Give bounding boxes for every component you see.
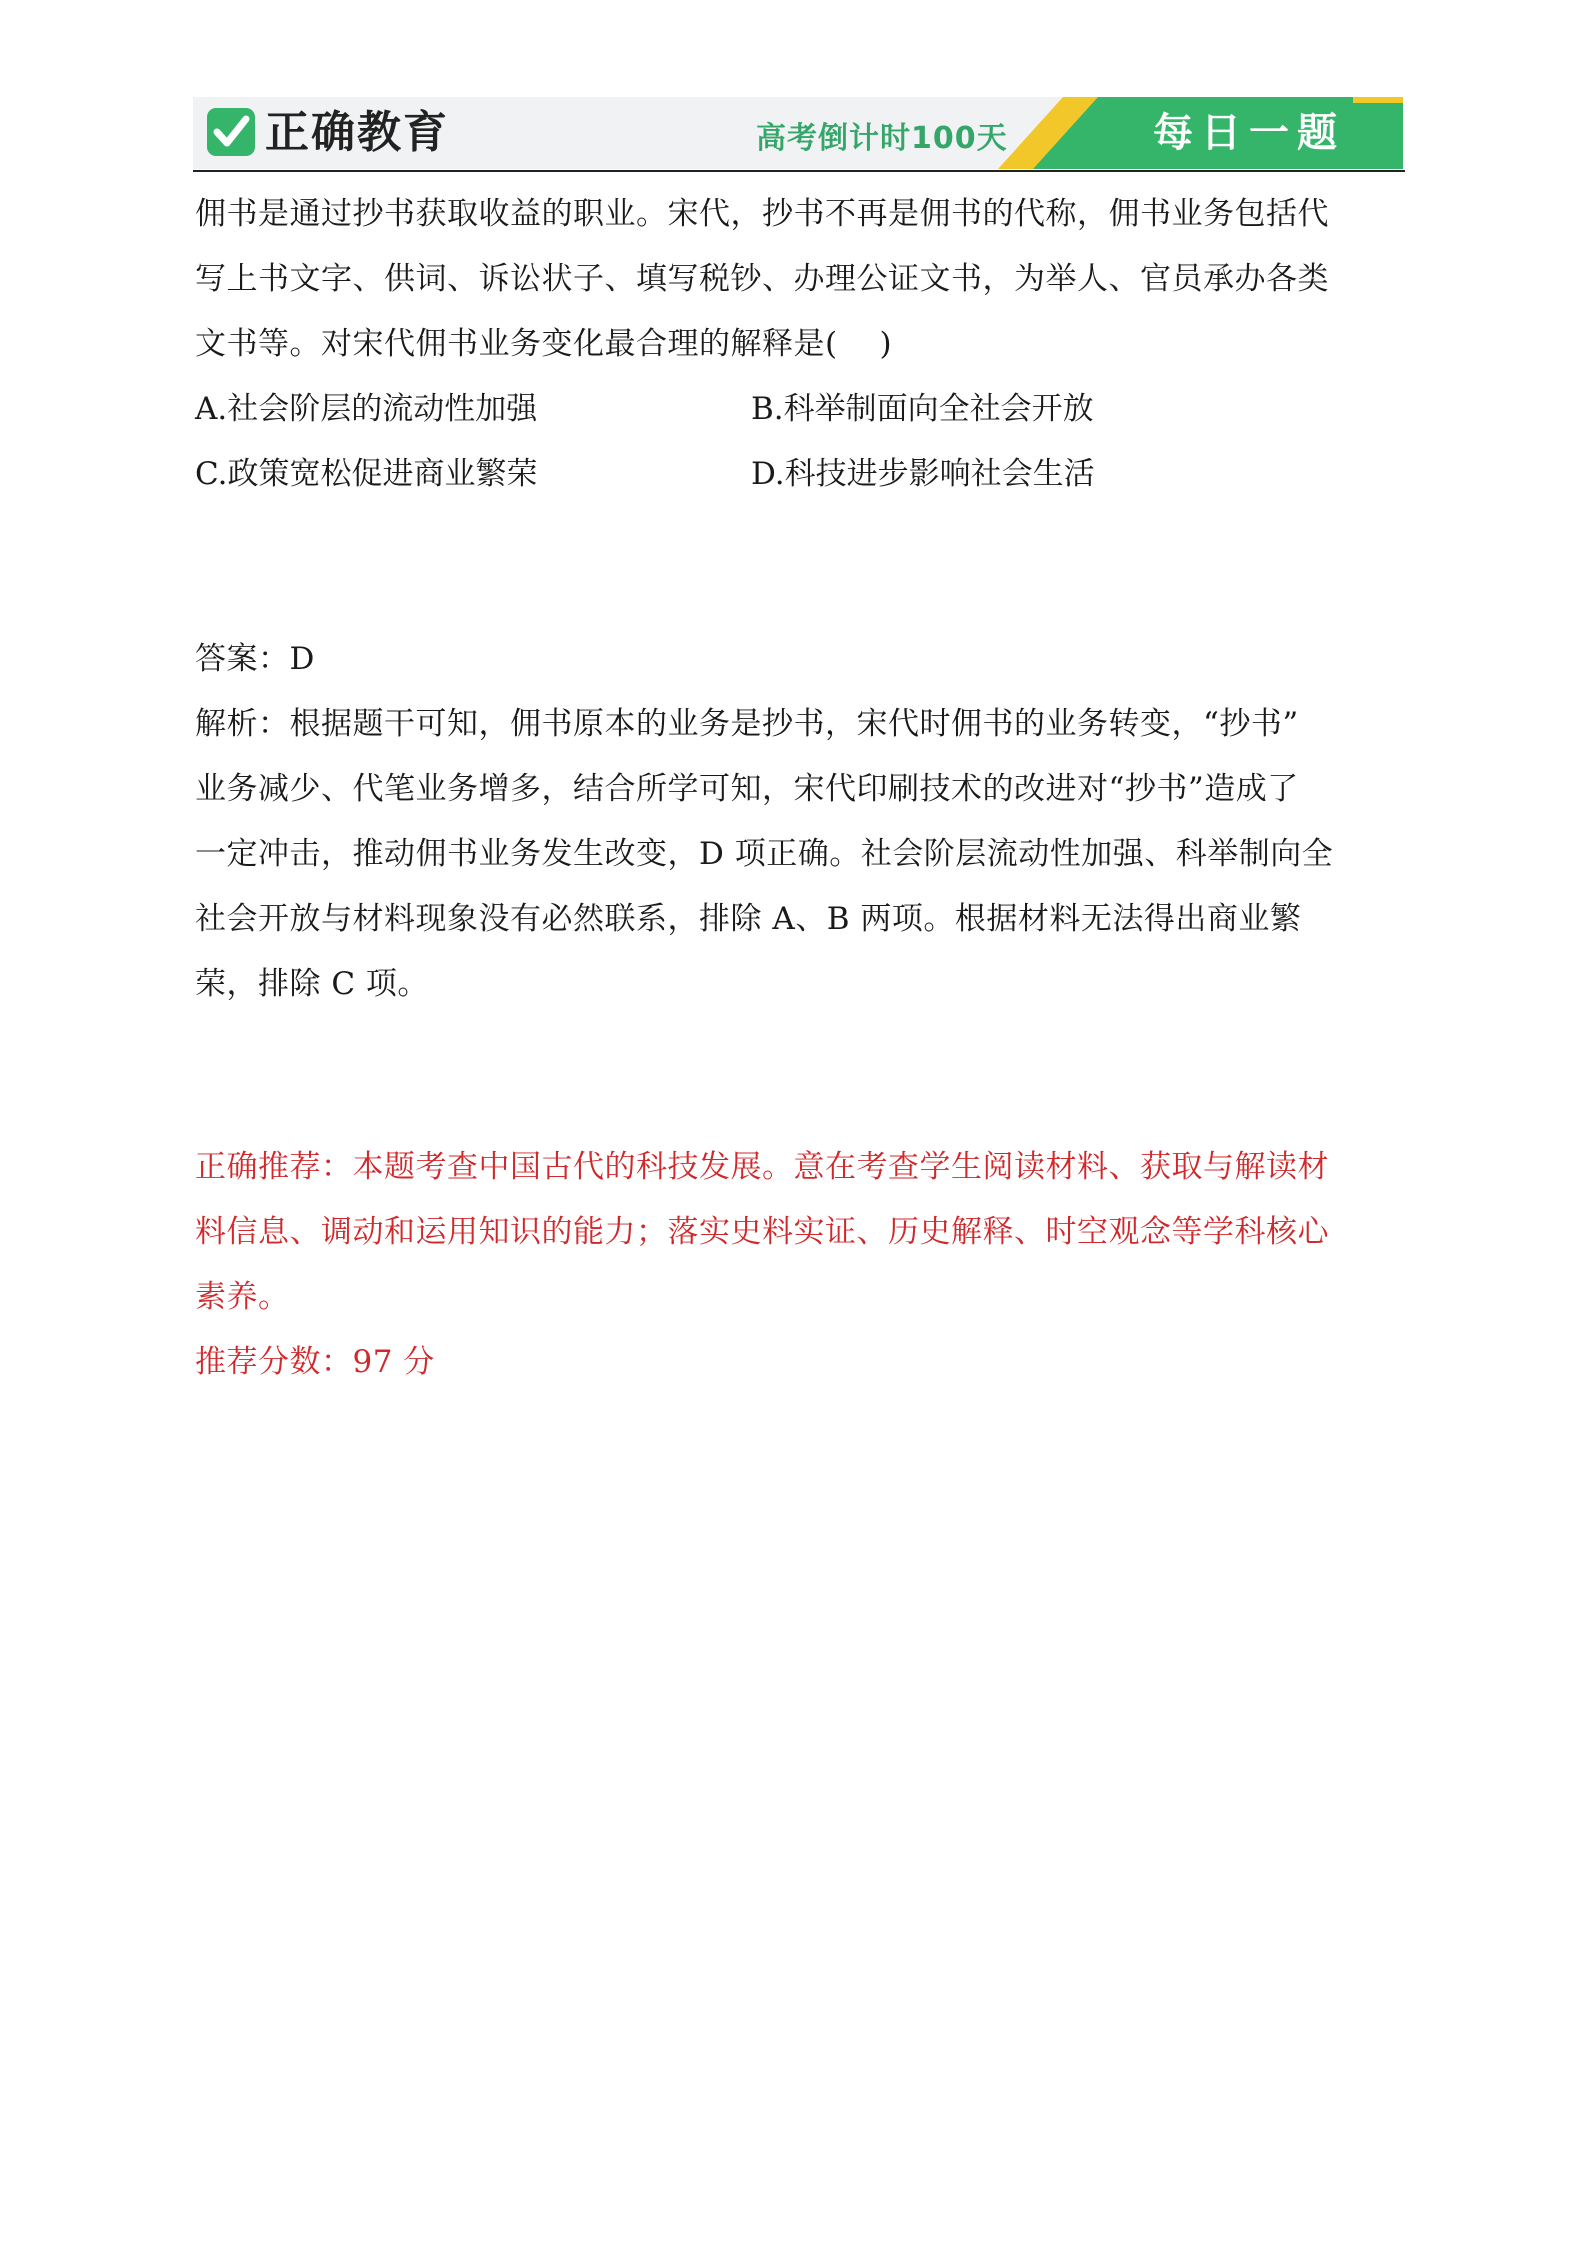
recommendation-score: 推荐分数：97 分 bbox=[195, 1344, 435, 1380]
header-rule bbox=[193, 170, 1405, 172]
analysis-line: 荣，排除 C 项。 bbox=[195, 966, 429, 1002]
countdown-label: 高考倒计时100天 bbox=[756, 121, 1008, 156]
option-d: D.科技进步影响社会生活 bbox=[751, 456, 1095, 492]
analysis-line: 一定冲击，推动佣书业务发生改变，D 项正确。社会阶层流动性加强、科举制向全 bbox=[195, 836, 1334, 872]
header-banner bbox=[193, 97, 1403, 169]
question-line: 文书等。对宋代佣书业务变化最合理的解释是( ) bbox=[195, 326, 893, 362]
analysis-line: 解析：根据题干可知，佣书原本的业务是抄书，宋代时佣书的业务转变，“抄书” bbox=[195, 706, 1299, 742]
answer bbox=[195, 627, 1410, 692]
analysis-line: 社会开放与材料现象没有必然联系，排除 A、B 两项。根据材料无法得出商业繁 bbox=[195, 901, 1302, 937]
recommendation-line: 料信息、调动和运用知识的能力；落实史料实证、历史解释、时空观念等学科核心 bbox=[195, 1214, 1329, 1250]
check-logo-icon bbox=[207, 108, 255, 156]
option-c: C.政策宽松促进商业繁荣 bbox=[195, 456, 538, 492]
analysis-line: 业务减少、代笔业务增多，结合所学可知，宋代印刷技术的改进对“抄书”造成了 bbox=[195, 771, 1299, 807]
recommendation bbox=[195, 1135, 1410, 1395]
option-b: B.科举制面向全社会开放 bbox=[751, 391, 1094, 427]
question-line: 佣书是通过抄书获取收益的职业。宋代，抄书不再是佣书的代称，佣书业务包括代 bbox=[195, 196, 1329, 232]
daily-question-label: 每日一题 bbox=[1153, 110, 1345, 156]
question-stem bbox=[195, 182, 1410, 377]
option-a: A.社会阶层的流动性加强 bbox=[195, 391, 538, 427]
recommendation-line: 素养。 bbox=[195, 1279, 290, 1315]
answer-line: 答案：D bbox=[195, 641, 315, 677]
brand-name: 正确教育 bbox=[265, 107, 449, 158]
question-line: 写上书文字、供词、诉讼状子、填写税钞、办理公证文书，为举人、官员承办各类 bbox=[195, 261, 1329, 297]
recommendation-line: 正确推荐：本题考查中国古代的科技发展。意在考查学生阅读材料、获取与解读材 bbox=[195, 1149, 1329, 1185]
analysis bbox=[195, 692, 1410, 1017]
